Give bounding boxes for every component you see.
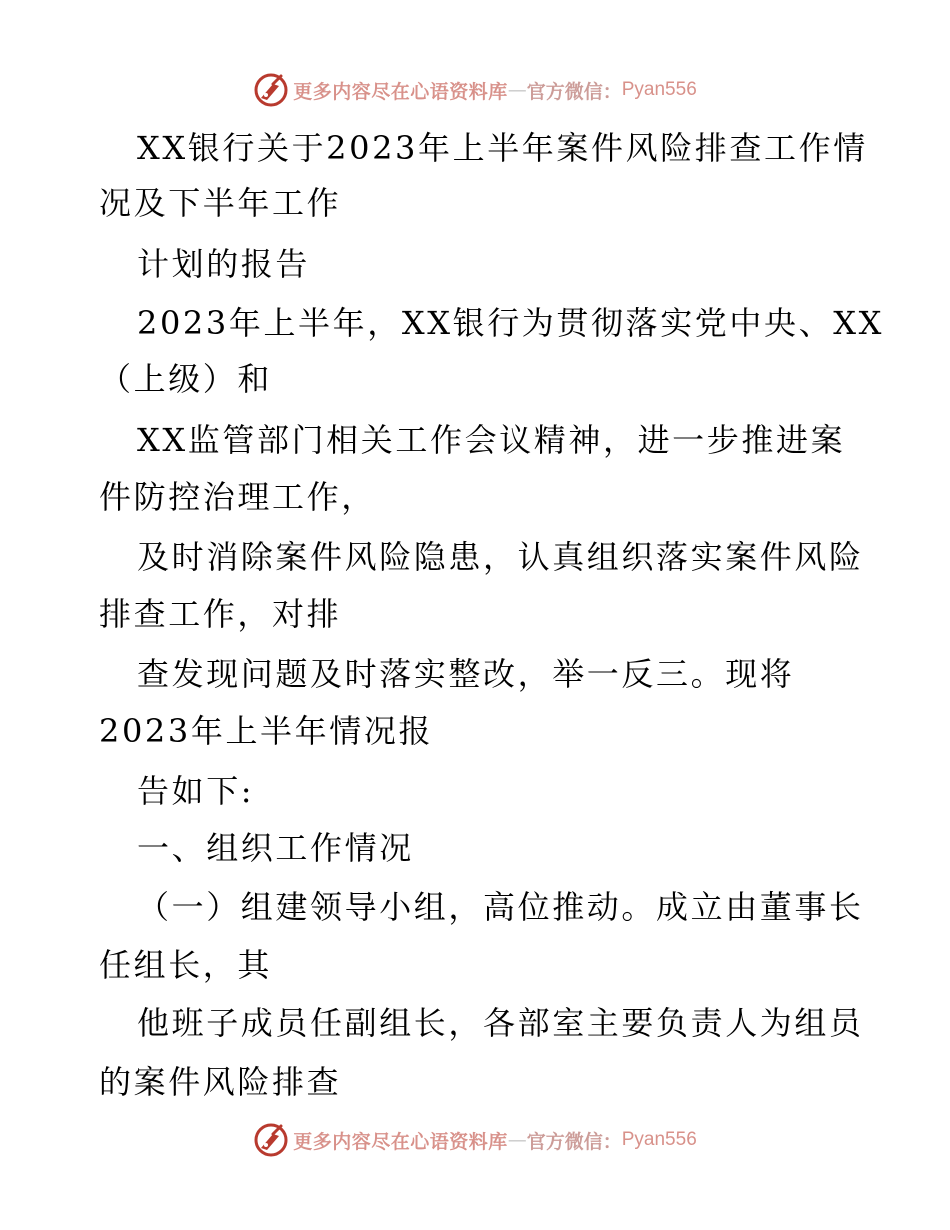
- text-line: XX银行关于2023年上半年案件风险排查工作情: [137, 129, 868, 167]
- text-line: 排查工作，对排: [99, 595, 342, 633]
- text-line: 他班子成员任副组长，各部室主要负责人为组员: [137, 1004, 864, 1042]
- text-line: 件防控治理工作，: [99, 478, 376, 516]
- text-line: 告如下:: [137, 772, 255, 810]
- text-line: 的案件风险排查: [99, 1063, 342, 1101]
- text-line: 2023年上半年情况报: [99, 712, 434, 750]
- footer-banner: [0, 1120, 950, 1160]
- section-heading: 一、组织工作情况: [137, 829, 414, 867]
- banner-wechat-label: 官方微信：: [526, 1130, 622, 1153]
- pen-logo-icon: [253, 1122, 289, 1158]
- text-line: 及时消除案件风险隐患，认真组织落实案件风险: [137, 538, 864, 576]
- banner-wechat-id: Pyan556: [621, 1129, 697, 1150]
- text-line: （上级）和: [99, 360, 273, 398]
- text-line: XX监管部门相关工作会议精神，进一步推进案: [137, 421, 846, 459]
- text-line: 2023年上半年，XX银行为贯彻落实党中央、XX: [137, 304, 884, 342]
- text-line: 况及下半年工作: [99, 184, 342, 222]
- text-line: 任组长，其: [99, 946, 273, 984]
- banner-wechat-label: 官方微信：: [526, 80, 622, 103]
- text-line: （一）组建领导小组，高位推动。成立由董事长: [137, 888, 864, 926]
- banner-site-name: 更多内容尽在心语资料库: [293, 1130, 508, 1153]
- text-line: 计划的报告: [137, 245, 311, 283]
- banner-dash: —: [507, 79, 527, 101]
- banner-dash: —: [507, 1129, 527, 1151]
- banner-wechat-id: Pyan556: [621, 79, 697, 100]
- text-line: 查发现问题及时落实整改，举一反三。现将: [137, 655, 795, 693]
- banner-site-name: 更多内容尽在心语资料库: [293, 80, 508, 103]
